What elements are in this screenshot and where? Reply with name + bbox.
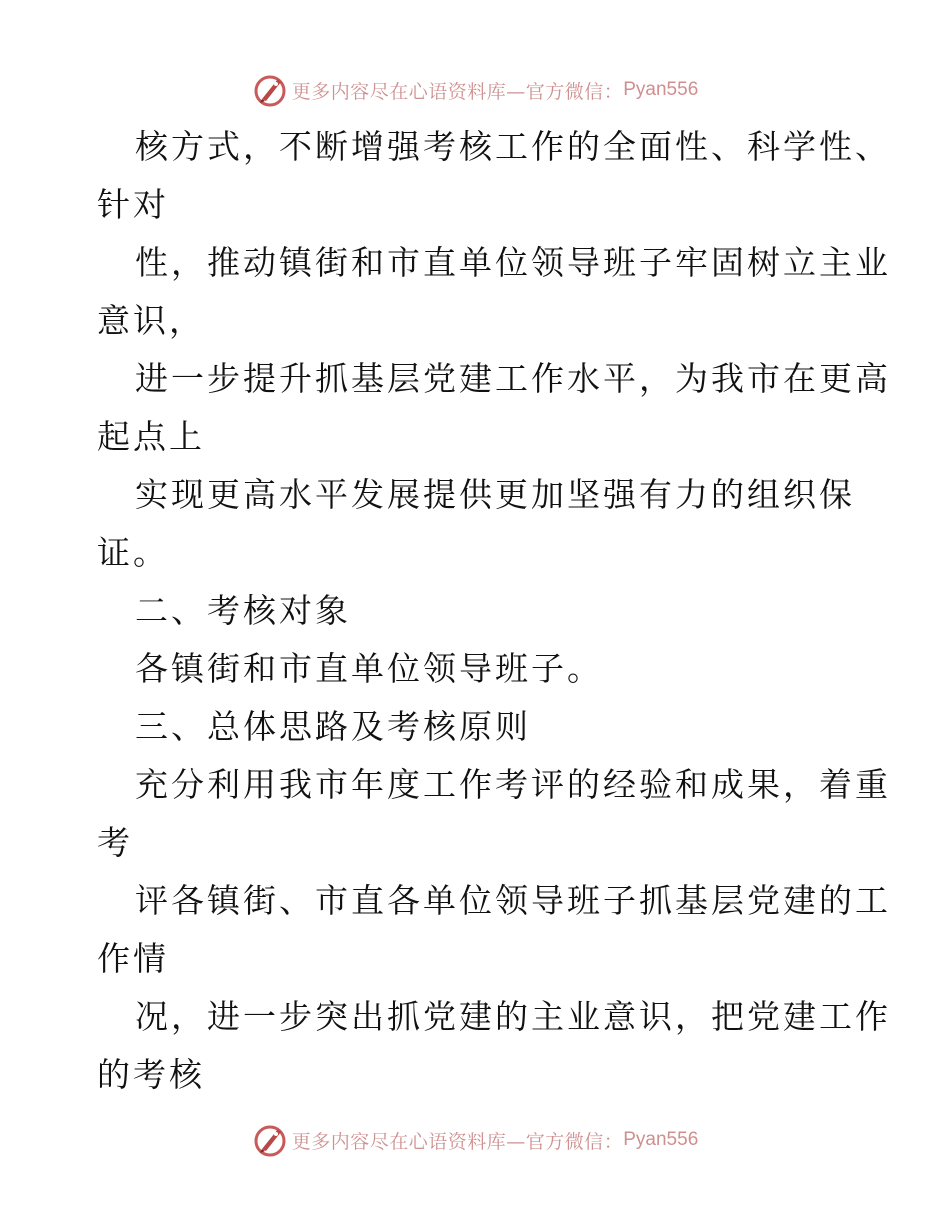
header-watermark (0, 70, 950, 110)
paragraph-line: 作情 (97, 939, 169, 978)
paragraph-line: 实现更高水平发展提供更加坚强有力的组织保 (135, 475, 855, 514)
watermark-handle: Pyan556 (623, 79, 699, 100)
paragraph-line: 评各镇街、市直各单位领导班子抓基层党建的工 (135, 881, 891, 920)
paragraph-line: 的考核 (97, 1055, 205, 1094)
section-heading: 二、考核对象 (135, 591, 351, 630)
quill-pen-logo-icon (252, 1122, 288, 1158)
paragraph-line: 性，推动镇街和市直单位领导班子牢固树立主业 (135, 243, 891, 282)
footer-watermark (0, 1120, 950, 1160)
paragraph-line: 起点上 (97, 417, 205, 456)
quill-pen-logo-icon (252, 72, 288, 108)
watermark-text: 更多内容尽在心语资料库—官方微信： (291, 1130, 624, 1153)
section-heading: 三、总体思路及考核原则 (135, 707, 531, 746)
watermark-text: 更多内容尽在心语资料库—官方微信： (291, 80, 624, 103)
paragraph-line: 况，进一步突出抓党建的主业意识，把党建工作 (135, 997, 891, 1036)
paragraph-line: 证。 (97, 533, 169, 572)
paragraph-line: 各镇街和市直单位领导班子。 (135, 649, 603, 688)
paragraph-line: 针对 (97, 185, 169, 224)
paragraph-line: 核方式，不断增强考核工作的全面性、科学性、 (135, 127, 891, 166)
paragraph-line: 考 (97, 823, 133, 862)
watermark-handle: Pyan556 (623, 1129, 699, 1150)
paragraph-line: 进一步提升抓基层党建工作水平，为我市在更高 (135, 359, 891, 398)
paragraph-line: 充分利用我市年度工作考评的经验和成果，着重 (135, 765, 891, 804)
paragraph-line: 意识， (97, 301, 205, 340)
